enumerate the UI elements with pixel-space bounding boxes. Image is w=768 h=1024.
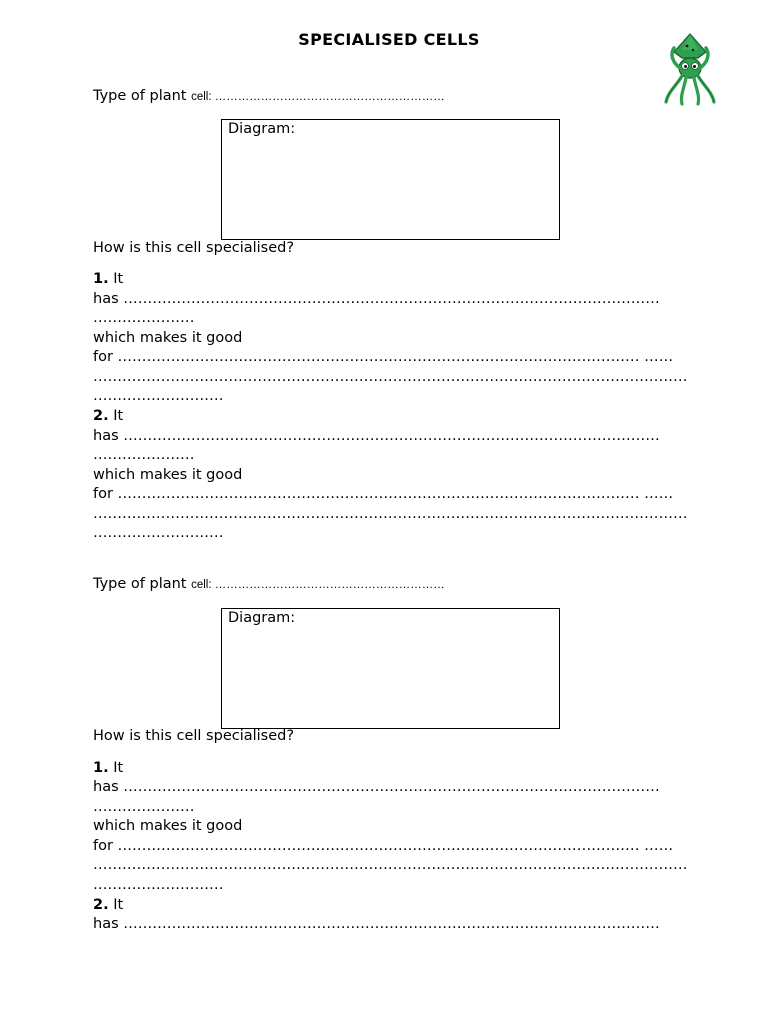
type-of-plant-line-1 <box>93 87 445 106</box>
has-answer-line[interactable]: has ………………………………………………………………………………………………… <box>93 779 660 795</box>
diagram-box-1[interactable] <box>221 119 560 240</box>
good-label: which makes it good <box>93 818 243 834</box>
has-answer-continuation[interactable]: ………………… <box>93 310 195 326</box>
type-answer-field[interactable]: cell: …………………………………………………… <box>191 579 445 591</box>
for-answer-continuation[interactable]: ……………………… <box>93 877 224 893</box>
has-answer-line[interactable]: has ………………………………………………………………………………………………… <box>93 916 660 932</box>
has-answer-line[interactable]: has ………………………………………………………………………………………………… <box>93 291 660 307</box>
diagram-label: Diagram: <box>228 121 296 137</box>
for-answer-line[interactable]: for ……………………………………………………………………………………………… …… <box>93 486 674 502</box>
diagram-box-2[interactable] <box>221 608 560 729</box>
point-number: 1. <box>93 271 109 287</box>
good-label: which makes it good <box>93 330 243 346</box>
good-label: which makes it good <box>93 467 243 483</box>
page-title: SPECIALISED CELLS <box>298 30 480 49</box>
point-number: 1. <box>93 760 109 776</box>
point-number: 2. <box>93 897 109 913</box>
has-answer-continuation[interactable]: ………………… <box>93 447 195 463</box>
type-label: Type of plant <box>93 576 187 592</box>
for-answer-line[interactable]: for ……………………………………………………………………………………………… …… <box>93 838 674 854</box>
type-of-plant-line-2 <box>93 575 445 594</box>
point-it: It <box>113 408 124 424</box>
question-2: How is this cell specialised? <box>93 728 295 744</box>
point-it: It <box>113 897 124 913</box>
type-answer-field[interactable]: cell: …………………………………………………… <box>191 91 445 103</box>
point-heading <box>93 759 123 777</box>
point-number: 2. <box>93 408 109 424</box>
point-heading <box>93 896 123 914</box>
type-label: Type of plant <box>93 88 187 104</box>
for-answer-continuation[interactable]: ……………………… <box>93 525 224 541</box>
point-heading <box>93 407 123 425</box>
point-it: It <box>113 271 124 287</box>
for-answer-continuation[interactable]: …………………………………………………………………………………………………………… <box>93 506 688 522</box>
for-answer-continuation[interactable]: …………………………………………………………………………………………………………… <box>93 369 688 385</box>
for-answer-continuation[interactable]: ……………………… <box>93 388 224 404</box>
has-answer-continuation[interactable]: ………………… <box>93 799 195 815</box>
diagram-label: Diagram: <box>228 610 296 626</box>
has-answer-line[interactable]: has ………………………………………………………………………………………………… <box>93 428 660 444</box>
question-1: How is this cell specialised? <box>93 240 295 256</box>
point-heading <box>93 270 123 288</box>
squid-icon <box>662 32 722 108</box>
for-answer-continuation[interactable]: …………………………………………………………………………………………………………… <box>93 857 688 873</box>
point-it: It <box>113 760 124 776</box>
for-answer-line[interactable]: for ……………………………………………………………………………………………… …… <box>93 349 674 365</box>
